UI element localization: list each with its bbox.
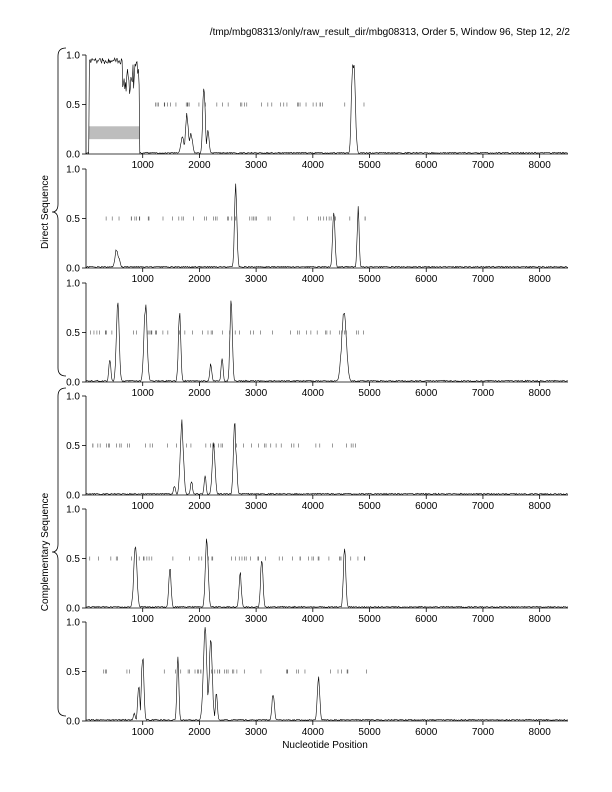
x-tick-label: 1000 xyxy=(131,388,154,399)
y-tick-label: 1.0 xyxy=(66,278,80,290)
mark-row xyxy=(106,217,365,221)
x-tick-label: 4000 xyxy=(301,614,324,625)
group-label-complementary: Complementary Sequence xyxy=(40,492,51,612)
x-tick-label: 2000 xyxy=(188,727,211,738)
y-tick-label: 0.5 xyxy=(66,328,80,339)
x-axis-title: Nucleotide Position xyxy=(282,740,368,751)
signal-line xyxy=(86,420,568,495)
x-tick-label: 3000 xyxy=(244,388,268,399)
x-tick-label: 7000 xyxy=(471,614,495,625)
y-tick-label: 1.0 xyxy=(66,504,80,516)
y-tick-label: 1.0 xyxy=(66,164,80,176)
panel-1 xyxy=(66,51,568,172)
y-tick-label: 0.0 xyxy=(66,149,80,161)
highlight-box xyxy=(89,126,139,139)
signal-line xyxy=(86,301,568,382)
x-tick-label: 7000 xyxy=(471,388,495,399)
x-tick-label: 2000 xyxy=(188,614,211,625)
mark-row xyxy=(93,444,356,448)
x-tick-label: 5000 xyxy=(358,274,381,285)
mark-row xyxy=(90,557,365,561)
y-tick-label: 0.5 xyxy=(66,554,80,565)
x-tick-label: 8000 xyxy=(528,274,551,285)
x-tick-label: 3000 xyxy=(244,160,268,171)
x-tick-label: 8000 xyxy=(528,727,551,738)
x-tick-label: 2000 xyxy=(188,160,211,171)
signal-line xyxy=(86,184,568,268)
x-tick-label: 6000 xyxy=(415,614,438,625)
mark-row xyxy=(90,331,363,335)
x-tick-label: 8000 xyxy=(528,614,551,625)
x-tick-label: 5000 xyxy=(358,614,381,625)
y-tick-label: 1.0 xyxy=(66,617,80,629)
y-tick-label: 0.5 xyxy=(66,100,80,111)
x-tick-label: 2000 xyxy=(188,501,211,512)
x-tick-label: 8000 xyxy=(528,160,551,171)
y-tick-label: 0.0 xyxy=(66,490,80,502)
x-tick-label: 3000 xyxy=(244,501,268,512)
y-tick-label: 0.0 xyxy=(66,377,80,389)
x-tick-label: 7000 xyxy=(471,727,495,738)
x-tick-label: 4000 xyxy=(301,501,324,512)
x-tick-label: 1000 xyxy=(131,274,154,285)
x-tick-label: 5000 xyxy=(358,727,381,738)
signal-line xyxy=(86,627,568,720)
x-tick-label: 6000 xyxy=(415,501,438,512)
y-tick-label: 1.0 xyxy=(66,391,80,403)
x-tick-label: 5000 xyxy=(358,501,381,512)
x-tick-label: 1000 xyxy=(131,727,154,738)
x-tick-label: 3000 xyxy=(244,727,268,738)
y-tick-label: 0.0 xyxy=(66,263,80,275)
y-tick-label: 0.5 xyxy=(66,667,80,678)
x-tick-label: 6000 xyxy=(415,274,438,285)
panel-4 xyxy=(66,392,568,513)
x-tick-label: 7000 xyxy=(471,160,495,171)
x-tick-label: 6000 xyxy=(415,160,438,171)
x-tick-label: 8000 xyxy=(528,501,551,512)
x-tick-label: 4000 xyxy=(301,274,324,285)
x-tick-label: 4000 xyxy=(301,160,324,171)
x-tick-label: 5000 xyxy=(358,388,381,399)
x-tick-label: 6000 xyxy=(415,388,438,399)
group-brace-direct xyxy=(52,48,66,376)
x-tick-label: 1000 xyxy=(131,501,154,512)
x-tick-label: 6000 xyxy=(415,727,438,738)
group-label-direct: Direct Sequence xyxy=(40,175,51,249)
panel-3 xyxy=(66,279,568,400)
panel-5 xyxy=(66,505,568,626)
y-tick-label: 0.5 xyxy=(66,214,80,225)
y-tick-label: 1.0 xyxy=(66,50,80,62)
panel-6 xyxy=(66,618,568,739)
x-tick-label: 7000 xyxy=(471,274,495,285)
x-tick-label: 3000 xyxy=(244,614,268,625)
x-tick-label: 1000 xyxy=(131,614,154,625)
x-tick-label: 4000 xyxy=(301,727,324,738)
mark-row xyxy=(104,670,367,674)
header-title: /tmp/mbg08313/only/raw_result_dir/mbg08313, Order 5, Window 96, Step 12, 2/2 xyxy=(209,27,570,38)
y-tick-label: 0.5 xyxy=(66,441,80,452)
x-tick-label: 4000 xyxy=(301,388,324,399)
mark-row xyxy=(155,103,364,107)
x-tick-label: 2000 xyxy=(188,388,211,399)
x-tick-label: 8000 xyxy=(528,388,551,399)
panel-2 xyxy=(66,165,568,286)
y-tick-label: 0.0 xyxy=(66,603,80,615)
x-tick-label: 2000 xyxy=(188,274,211,285)
x-tick-label: 3000 xyxy=(244,274,268,285)
x-tick-label: 1000 xyxy=(131,160,154,171)
group-brace-complementary xyxy=(52,388,66,716)
y-tick-label: 0.0 xyxy=(66,716,80,728)
x-tick-label: 5000 xyxy=(358,160,381,171)
x-tick-label: 7000 xyxy=(471,501,495,512)
signal-line xyxy=(86,539,568,608)
